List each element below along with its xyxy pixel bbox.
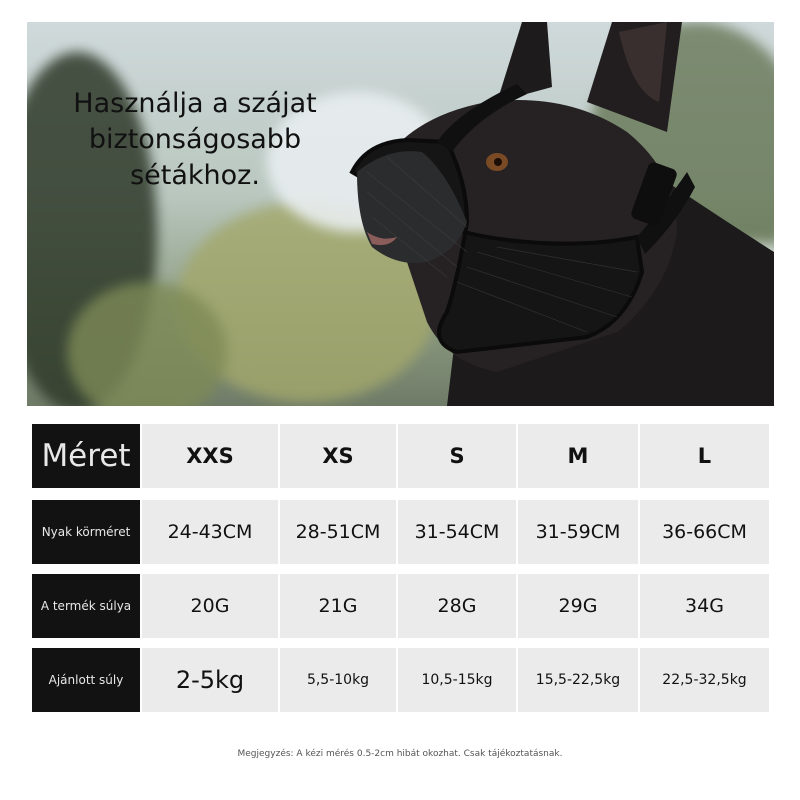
table-cell: 28G <box>398 574 516 638</box>
table-cell: 15,5-22,5kg <box>518 648 638 712</box>
size-header-xxs: XXS <box>142 424 278 488</box>
table-row <box>32 648 769 712</box>
table-cell: 22,5-32,5kg <box>640 648 769 712</box>
table-row <box>32 500 769 564</box>
table-cell: 34G <box>640 574 769 638</box>
table-cell: 5,5-10kg <box>280 648 396 712</box>
table-cell: 29G <box>518 574 638 638</box>
table-cell: 36-66CM <box>640 500 769 564</box>
dog-with-muzzle-illustration <box>27 22 774 406</box>
row-label-recommended-weight: Ajánlott súly <box>32 648 140 712</box>
table-row <box>32 574 769 638</box>
size-header-xs: XS <box>280 424 396 488</box>
measurement-note: Megjegyzés: A kézi mérés 0.5-2cm hibát okozhat. Csak tájékoztatásnak. <box>237 749 563 759</box>
header-label-size: Méret <box>32 424 140 488</box>
table-cell: 24-43CM <box>142 500 278 564</box>
headline-line-2: biztonságosabb <box>88 124 302 155</box>
size-header-s: S <box>398 424 516 488</box>
row-label-neck: Nyak körméret <box>32 500 140 564</box>
table-cell: 31-54CM <box>398 500 516 564</box>
size-header-m: M <box>518 424 638 488</box>
table-cell: 21G <box>280 574 396 638</box>
table-cell: 2-5kg <box>142 648 278 712</box>
table-cell: 28-51CM <box>280 500 396 564</box>
table-cell: 31-59CM <box>518 500 638 564</box>
table-cell: 20G <box>142 574 278 638</box>
headline-line-1: Használja a szájat <box>73 88 317 119</box>
table-header-row <box>32 424 769 488</box>
product-photo <box>27 22 774 406</box>
headline-line-3: sétákhoz. <box>130 160 260 191</box>
table-cell: 10,5-15kg <box>398 648 516 712</box>
size-header-l: L <box>640 424 769 488</box>
row-label-product-weight: A termék súlya <box>32 574 140 638</box>
headline <box>55 86 335 194</box>
